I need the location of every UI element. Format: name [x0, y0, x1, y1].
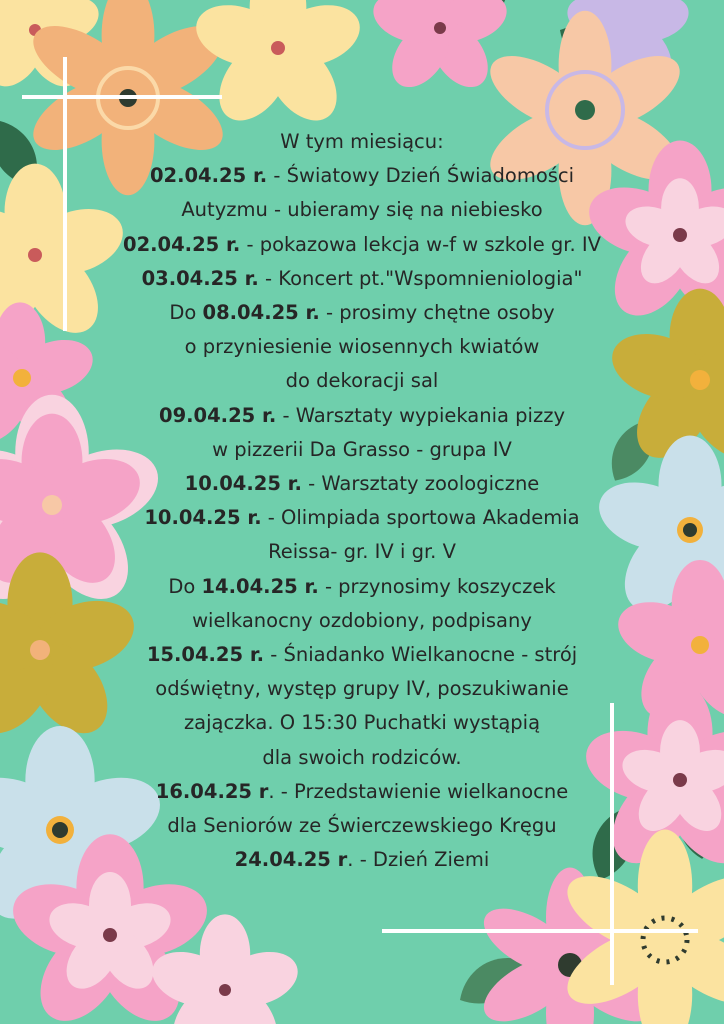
- event-date: 10.04.25 r.: [184, 472, 302, 496]
- announcement: [80, 125, 644, 877]
- event-date: 02.04.25 r.: [123, 232, 241, 256]
- event-date: 03.04.25 r.: [141, 266, 259, 290]
- event-text: - Olimpiada sportowa Akademia: [261, 506, 580, 530]
- event-text: Reissa- gr. IV i gr. V: [268, 540, 456, 564]
- event-line: [80, 399, 644, 433]
- event-text: . - Przedstawienie wielkanocne: [268, 779, 569, 803]
- frame-line-bottom-right-horizontal: [382, 929, 698, 933]
- event-line: [80, 535, 644, 569]
- frame-line-top-left-horizontal: [22, 95, 222, 99]
- event-date: 24.04.25 r: [234, 848, 348, 872]
- event-line: [80, 501, 644, 535]
- event-text: do dekoracji sal: [285, 369, 439, 393]
- event-line: [80, 262, 644, 296]
- event-line: [80, 433, 644, 467]
- event-line: [80, 809, 644, 843]
- event-line: [80, 638, 644, 672]
- event-prefix: Do: [168, 574, 202, 598]
- event-line: [80, 672, 644, 706]
- event-line: [80, 741, 644, 775]
- event-text: Autyzmu - ubieramy się na niebiesko: [181, 198, 543, 222]
- event-date: 02.04.25 r.: [149, 164, 268, 188]
- event-text: - Warsztaty zoologiczne: [301, 472, 540, 496]
- event-line: [80, 193, 644, 227]
- event-text: odświętny, występ grupy IV, poszukiwanie: [155, 677, 569, 701]
- event-line: [80, 467, 644, 501]
- event-text: w pizzerii Da Grasso - grupa IV: [212, 437, 512, 461]
- event-date: 10.04.25 r.: [144, 506, 262, 530]
- heading: W tym miesiącu:: [280, 130, 444, 153]
- event-line: [80, 775, 644, 809]
- event-text: dla swoich rodziców.: [262, 745, 462, 769]
- event-date: 16.04.25 r: [155, 779, 269, 803]
- event-text: - Koncert pt."Wspomnieniologia": [258, 266, 583, 290]
- event-text: zajączka. O 15:30 Puchatki wystąpią: [183, 711, 541, 735]
- event-text: - prosimy chętne osoby: [319, 301, 555, 325]
- event-line: [80, 706, 644, 740]
- event-prefix: Do: [169, 301, 203, 325]
- event-text: - Warsztaty wypiekania pizzy: [276, 403, 565, 427]
- event-line: [80, 364, 644, 398]
- event-text: dla Seniorów ze Świerczewskiego Kręgu: [167, 814, 557, 838]
- event-date: 08.04.25 r.: [202, 301, 320, 325]
- event-text: wielkanocny ozdobiony, podpisany: [192, 608, 532, 632]
- event-line: [80, 604, 644, 638]
- event-line: [80, 228, 644, 262]
- event-date: 14.04.25 r.: [201, 574, 319, 598]
- event-line: [80, 159, 644, 193]
- event-text: - Światowy Dzień Świadomości: [267, 164, 575, 188]
- event-date: 15.04.25 r.: [146, 643, 265, 667]
- event-line: [80, 570, 644, 604]
- event-date: 09.04.25 r.: [159, 403, 277, 427]
- event-line: [80, 296, 644, 330]
- event-text: - Śniadanko Wielkanocne - strój: [264, 643, 578, 667]
- event-text: o przyniesienie wiosennych kwiatów: [184, 335, 540, 359]
- event-text: - przynosimy koszyczek: [318, 574, 556, 598]
- event-line: [80, 330, 644, 364]
- event-line: [80, 843, 644, 877]
- event-text: . - Dzień Ziemi: [347, 848, 490, 872]
- event-text: - pokazowa lekcja w-f w szkole gr. IV: [240, 232, 601, 256]
